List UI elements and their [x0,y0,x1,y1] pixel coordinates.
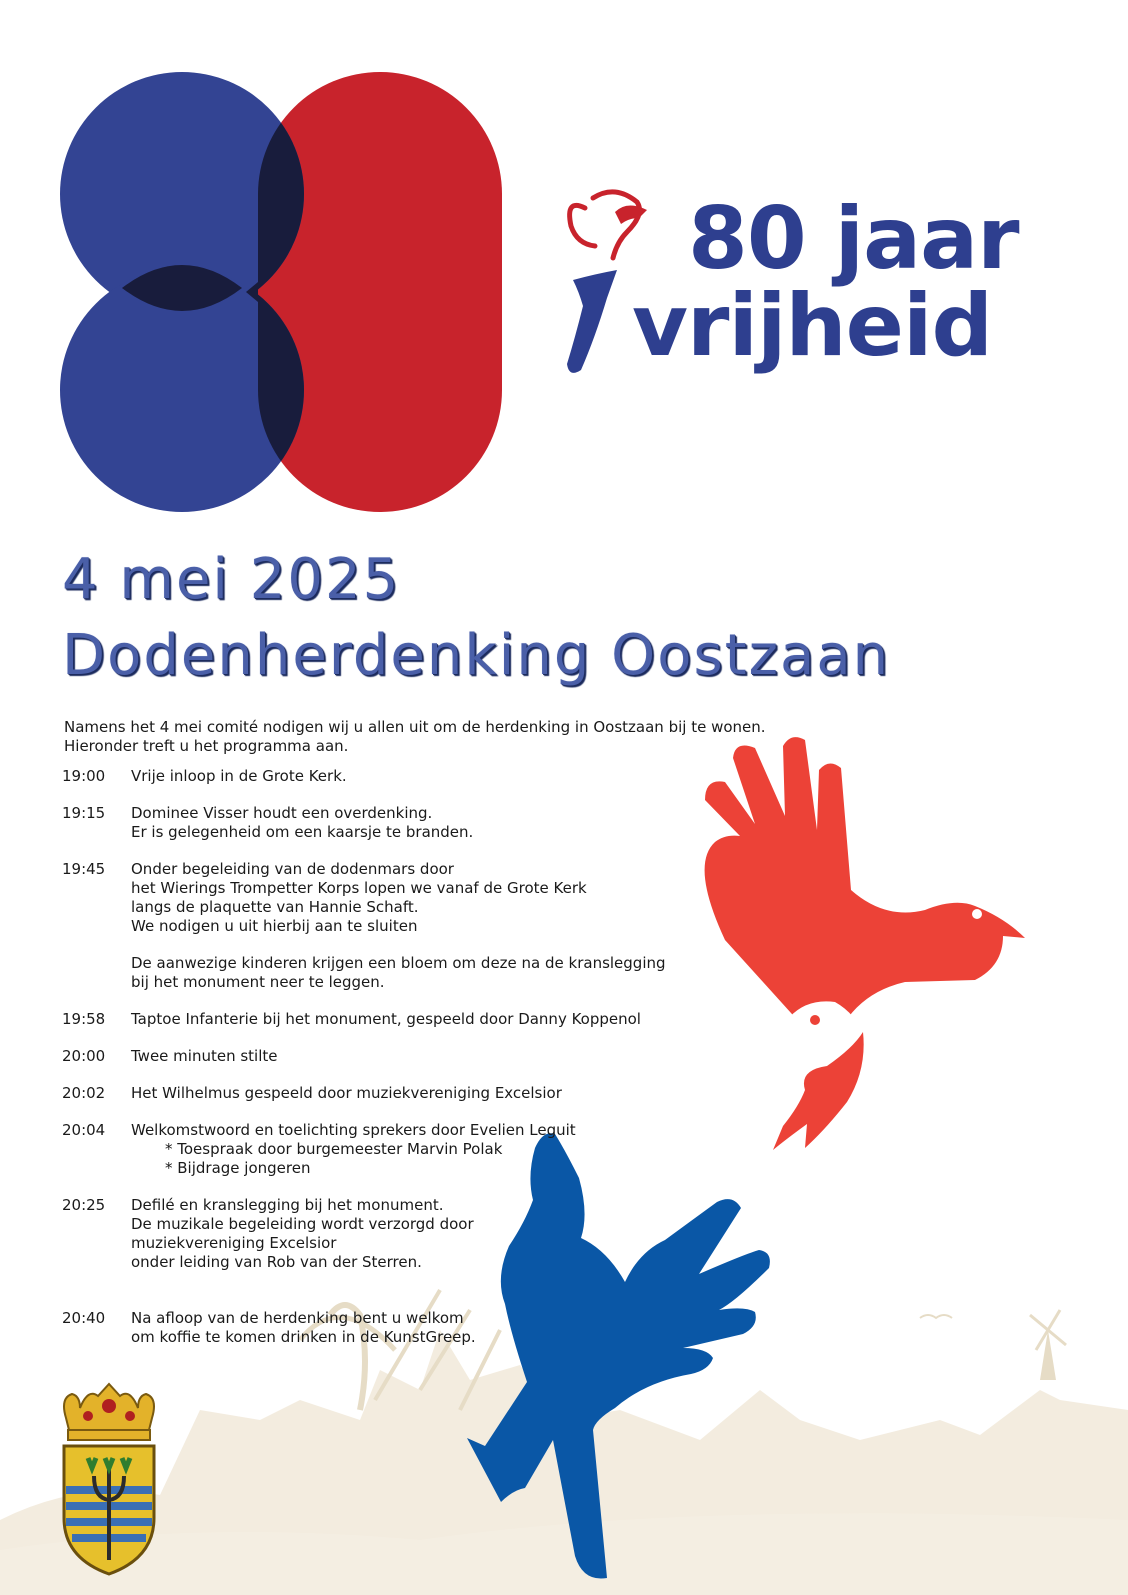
program-text: Na afloop van de herdenking bent u welkom [131,1309,464,1327]
program-text: Defilé en kranslegging bij het monument. [131,1196,444,1214]
program-time: 19:58 [62,1010,106,1028]
program-time: 20:40 [62,1309,106,1327]
program-text: Welkomstwoord en toelichting sprekers door Evelien Leguit [131,1121,576,1139]
logo-red-shape [258,72,502,512]
program-list [62,767,722,1347]
program-text: bij het monument neer te leggen. [131,973,385,991]
program-item [62,860,722,936]
logo-80-circles [60,72,510,512]
program-time [62,954,131,992]
brand-line-vrijheid: vrijheid [632,276,993,376]
intro-text [64,718,824,756]
event-date: 4 mei 2025 [62,547,401,612]
brand-line-80-jaar: 80 jaar [688,189,1019,289]
program-text: langs de plaquette van Hannie Schaft. [131,898,419,916]
intro-line: Hieronder treft u het programma aan. [64,737,349,755]
program-item [62,954,722,992]
program-time: 20:04 [62,1121,106,1139]
program-time: 19:15 [62,804,106,822]
program-text: Onder begeleiding van de dodenmars door [131,860,454,878]
program-item [62,1047,722,1066]
program-time: 19:45 [62,860,106,878]
program-time: 19:00 [62,767,106,785]
red-hand-dove [705,737,1025,1034]
intro-line: Namens het 4 mei comité nodigen wij u allen uit om de herdenking in Oostzaan bij te wonen. [64,718,766,736]
program-text: onder leiding van Rob van der Sterren. [131,1253,422,1271]
program-text: Het Wilhelmus gespeeld door muziekvereniging Excelsior [131,1084,562,1102]
program-item [62,1084,722,1103]
program-text: om koffie te komen drinken in de KunstGreep. [131,1328,476,1346]
program-text: Vrije inloop in de Grote Kerk. [131,767,347,785]
program-item [62,1121,722,1178]
coat-of-arms-icon [58,1378,160,1578]
program-text: muziekvereniging Excelsior [131,1234,337,1252]
program-text: Taptoe Infanterie bij het monument, gespeeld door Danny Koppenol [131,1010,641,1028]
program-text: De aanwezige kinderen krijgen een bloem om deze na de kranslegging [131,954,666,972]
program-subitem: * Bijdrage jongeren [165,1159,311,1177]
program-time: 20:25 [62,1196,106,1214]
program-item [62,1196,722,1272]
program-time: 20:02 [62,1084,106,1102]
program-time: 20:00 [62,1047,106,1065]
program-text: Er is gelegenheid om een kaarsje te branden. [131,823,474,841]
program-item [62,767,722,786]
program-subitem: * Toespraak door burgemeester Marvin Polak [165,1140,503,1158]
page-title: Dodenherdenking Oostzaan [62,623,891,688]
program-text: Twee minuten stilte [131,1047,278,1065]
program-item [62,804,722,842]
program-text: We nodigen u uit hierbij aan te sluiten [131,917,418,935]
program-item [62,1010,722,1029]
program-text: De muzikale begeleiding wordt verzorgd door [131,1215,474,1233]
program-text: Dominee Visser houdt een overdenking. [131,804,433,822]
program-text: het Wierings Trompetter Korps lopen we vanaf de Grote Kerk [131,879,587,897]
program-item [62,1309,722,1347]
